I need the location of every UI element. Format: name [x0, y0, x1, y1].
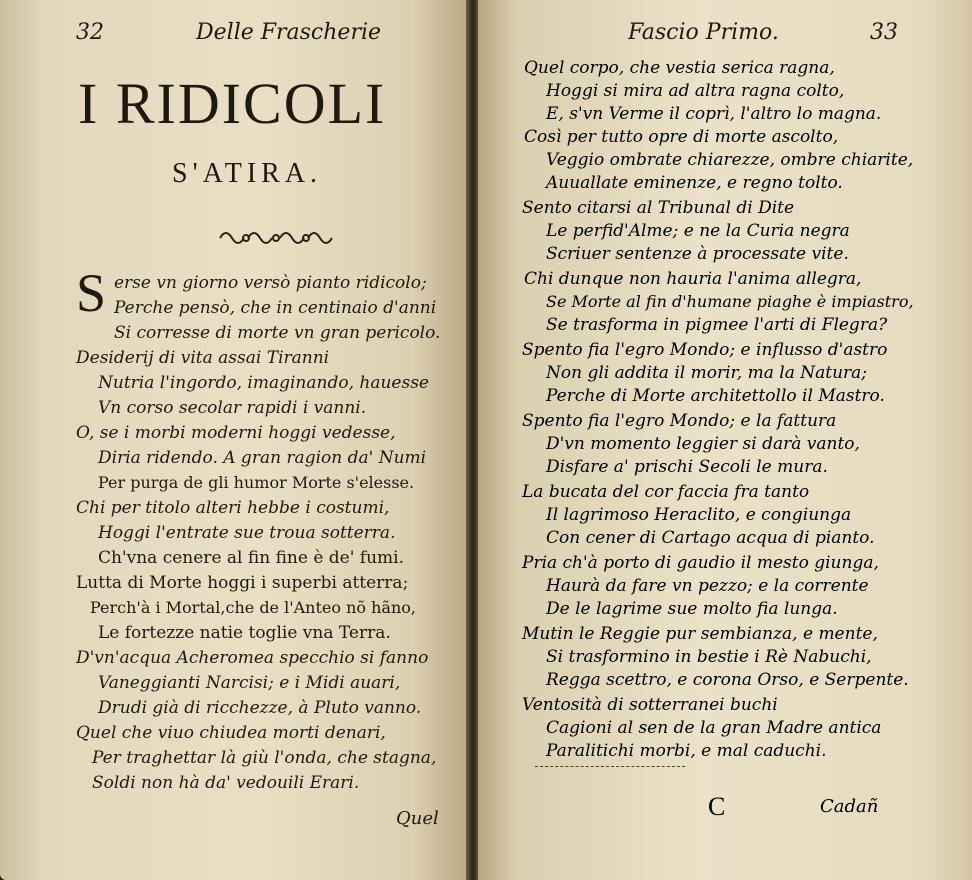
- verse-line: Quel che viuo chiudea morti denari,: [76, 723, 386, 743]
- verse-line: Scriuer sentenze à processate vite.: [546, 244, 849, 264]
- verse-line: Ventosità di sotterranei buchi: [522, 695, 778, 715]
- verse-line: Vaneggianti Narcisi; e i Midi auari,: [98, 673, 401, 693]
- verse-line: Si trasformino in bestie i Rè Nabuchi,: [546, 647, 872, 667]
- verse-line: O, se i morbi moderni hoggi vedesse,: [76, 423, 396, 443]
- verse-line: Hoggi l'entrate sue troua sotterra.: [98, 523, 396, 543]
- poem-subtitle: S'ATIRA.: [172, 158, 323, 189]
- left-running-head: Delle Frascherie: [196, 20, 382, 45]
- verse-line: Diria ridendo. A gran ragion da' Numi: [98, 448, 427, 468]
- verse-line: Si corresse di morte vn gran pericolo.: [114, 323, 441, 343]
- verse-line: D'vn'acqua Acheromea specchio si fanno: [76, 648, 429, 668]
- verse-line: Le perfid'Alme; e ne la Curia negra: [546, 221, 850, 241]
- verse-line: Haurà da fare vn pezzo; e la corrente: [546, 576, 869, 596]
- verse-line: Se Morte al fin d'humane piaghe è impiastro,: [546, 292, 914, 311]
- verse-line: Sento citarsi al Tribunal di Dite: [522, 198, 795, 218]
- verse-line: Vn corso secolar rapidi i vanni.: [98, 398, 367, 418]
- left-catchword: Quel: [396, 808, 439, 829]
- ornament-flourish-icon: [216, 226, 336, 250]
- verse-line: D'vn momento leggier si darà vanto,: [546, 434, 860, 454]
- verse-line: Spento fia l'egro Mondo; e influsso d'astro: [522, 340, 888, 360]
- verse-line: Mutin le Reggie pur sembianza, e mente,: [522, 624, 878, 644]
- verse-line: Paralitichi morbi, e mal caduchi.: [546, 741, 827, 761]
- verse-line: Ch'vna cenere al fin fine è de' fumi.: [98, 548, 405, 568]
- verse-line: Nutria l'ingordo, imaginando, hauesse: [98, 373, 429, 393]
- verse-line: Chi dunque non hauria l'anima allegra,: [524, 269, 862, 289]
- verse-line: De le lagrime sue molto fia lunga.: [546, 599, 838, 619]
- verse-line: Il lagrimoso Heraclito, e congiunga: [546, 505, 852, 525]
- poem-title: I RIDICOLI: [78, 71, 387, 136]
- verse-line: Non gli addita il morir, ma la Natura;: [546, 363, 868, 383]
- dashed-rule: [535, 766, 685, 767]
- verse-line: Desiderij di vita assai Tiranni: [76, 348, 330, 368]
- right-page-number: 33: [870, 20, 898, 45]
- verse-line: E, s'vn Verme il coprì, l'altro lo magna.: [546, 104, 882, 124]
- verse-line: Perche pensò, che in centinaio d'anni: [114, 298, 437, 318]
- verse-line: Le fortezze natie toglie vna Terra.: [98, 623, 391, 643]
- drop-cap: S: [76, 263, 107, 323]
- right-catchword: Cadañ: [820, 796, 879, 817]
- verse-line: Veggio ombrate chiarezze, ombre chiarite,: [546, 150, 914, 170]
- verse-line: Per purga de gli humor Morte s'elesse.: [98, 473, 415, 492]
- verse-line: Quel corpo, che vestia serica ragna,: [524, 58, 835, 78]
- verse-line: Perch'à i Mortal,che de l'Anteo nõ hãno,: [90, 598, 416, 617]
- verse-line: Auuallate eminenze, e regno tolto.: [546, 173, 843, 193]
- verse-line: Spento fia l'egro Mondo; e la fattura: [522, 411, 837, 431]
- verse-line: Cagioni al sen de la gran Madre antica: [546, 718, 882, 738]
- signature-mark: C: [708, 792, 726, 821]
- verse-line: Chi per titolo alteri hebbe i costumi,: [76, 498, 390, 518]
- verse-line: Drudi già di ricchezze, à Pluto vanno.: [98, 698, 422, 718]
- verse-line: Pria ch'à porto di gaudio il mesto giunga,: [522, 553, 879, 573]
- verse-line: Così per tutto opre di morte ascolto,: [524, 127, 839, 147]
- verse-line: Per traghettar là giù l'onda, che stagna,: [92, 748, 437, 768]
- verse-line: La bucata del cor faccia fra tanto: [522, 482, 810, 502]
- verse-line: Con cener di Cartago acqua di pianto.: [546, 528, 875, 548]
- verse-line: Lutta di Morte hoggi i superbi atterra;: [76, 573, 409, 593]
- verse-line: Hoggi si mira ad altra ragna colto,: [546, 81, 845, 101]
- right-running-head: Fascio Primo.: [628, 20, 779, 45]
- verse-line: Regga scettro, e corona Orso, e Serpente.: [546, 670, 909, 690]
- verse-line: Soldi non hà da' vedouili Erari.: [92, 773, 360, 793]
- verse-line: Perche di Morte architettollo il Mastro.: [546, 386, 885, 406]
- verse-line: Disfare a' prischi Secoli le mura.: [546, 457, 828, 477]
- left-page: [0, 0, 468, 880]
- left-page-number: 32: [76, 20, 104, 45]
- verse-line: Se trasforma in pigmee l'arti di Flegra?: [546, 315, 888, 335]
- verse-line: erse vn giorno versò pianto ridicolo;: [114, 273, 427, 293]
